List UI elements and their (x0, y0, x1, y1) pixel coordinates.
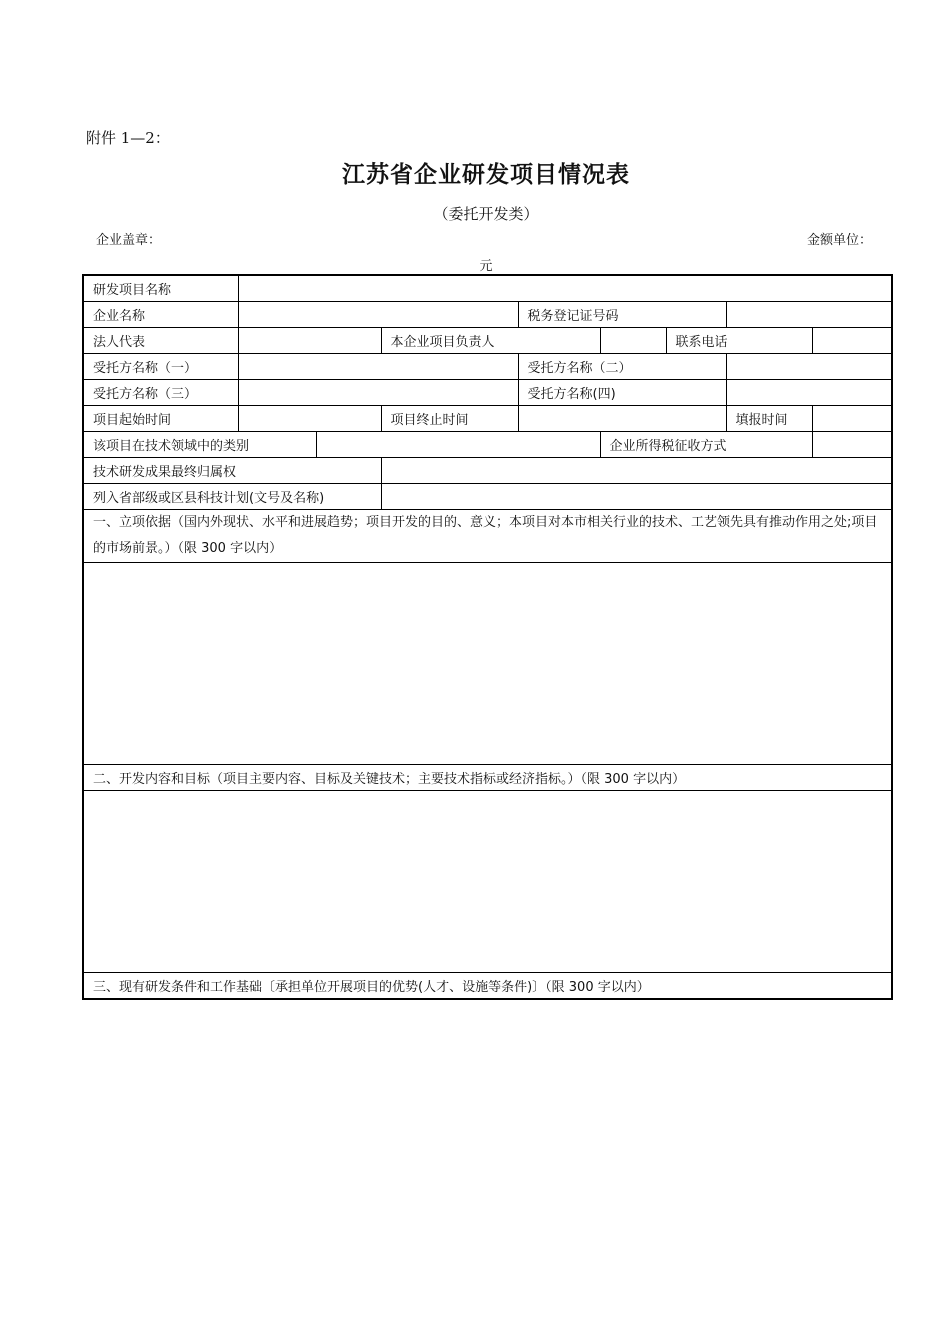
form-row (83, 328, 892, 354)
project-name-label: 研发项目名称 (83, 275, 238, 302)
start-time-field[interactable] (238, 406, 381, 432)
tax-method-field[interactable] (812, 432, 892, 458)
trustee-4-field[interactable] (726, 380, 892, 406)
company-name-label: 企业名称 (83, 302, 238, 328)
ownership-field[interactable] (381, 458, 892, 484)
end-time-field[interactable] (518, 406, 726, 432)
ownership-label: 技术研发成果最终归属权 (83, 458, 381, 484)
tax-method-label: 企业所得税征收方式 (600, 432, 812, 458)
page-title: 江苏省企业研发项目情况表 (342, 162, 630, 188)
amount-unit-value: 元 (479, 259, 493, 274)
project-lead-field[interactable] (600, 328, 666, 354)
section-2-heading: 二、开发内容和目标（项目主要内容、目标及关键技术；主要技术指标或经济指标。）（限 300 字以内） (83, 765, 892, 791)
project-name-field[interactable] (238, 275, 892, 302)
section-2-textarea[interactable] (83, 791, 892, 973)
legal-rep-field[interactable] (238, 328, 381, 354)
phone-label: 联系电话 (666, 328, 812, 354)
trustee-3-field[interactable] (238, 380, 518, 406)
form-row (83, 765, 892, 791)
seal-label: 企业盖章： (96, 233, 162, 248)
fill-time-label: 填报时间 (726, 406, 812, 432)
form-row (83, 563, 892, 765)
project-lead-label: 本企业项目负责人 (381, 328, 600, 354)
legal-rep-label: 法人代表 (83, 328, 238, 354)
attachment-label: 附件 1—2： (86, 129, 170, 147)
end-time-label: 项目终止时间 (381, 406, 518, 432)
company-name-field[interactable] (238, 302, 518, 328)
form-row (83, 354, 892, 380)
tech-category-label: 该项目在技术领域中的类别 (83, 432, 316, 458)
trustee-2-field[interactable] (726, 354, 892, 380)
trustee-1-field[interactable] (238, 354, 518, 380)
form-row (83, 484, 892, 510)
start-time-label: 项目起始时间 (83, 406, 238, 432)
project-form-table (82, 274, 893, 1000)
form-row (83, 432, 892, 458)
section-1-heading: 一、立项依据（国内外现状、水平和进展趋势；项目开发的目的、意义；本项目对本市相关行业的技术、工艺领先具有推动作用之处;项目的市场前景。）（限 300 字以内） (83, 510, 892, 563)
tech-category-field[interactable] (316, 432, 600, 458)
form-row (83, 510, 892, 563)
form-row (83, 406, 892, 432)
section-3-heading: 三、现有研发条件和工作基础〔承担单位开展项目的优势(人才、设施等条件)〕（限 300 字以内） (83, 973, 892, 1000)
page-subtitle: （委托开发类） (433, 205, 539, 223)
form-row (83, 380, 892, 406)
form-row (83, 275, 892, 302)
form-row (83, 973, 892, 1000)
form-row (83, 302, 892, 328)
tax-reg-no-label: 税务登记证号码 (518, 302, 726, 328)
fill-time-field[interactable] (812, 406, 892, 432)
tax-reg-no-field[interactable] (726, 302, 892, 328)
trustee-2-label: 受托方名称（二） (518, 354, 726, 380)
phone-field[interactable] (812, 328, 892, 354)
form-row (83, 791, 892, 973)
trustee-1-label: 受托方名称（一） (83, 354, 238, 380)
form-row (83, 458, 892, 484)
trustee-4-label: 受托方名称(四) (518, 380, 726, 406)
amount-unit-label: 金额单位： (806, 233, 872, 248)
listed-plan-label: 列入省部级或区县科技计划(文号及名称) (83, 484, 381, 510)
trustee-3-label: 受托方名称（三） (83, 380, 238, 406)
listed-plan-field[interactable] (381, 484, 892, 510)
section-1-textarea[interactable] (83, 563, 892, 765)
